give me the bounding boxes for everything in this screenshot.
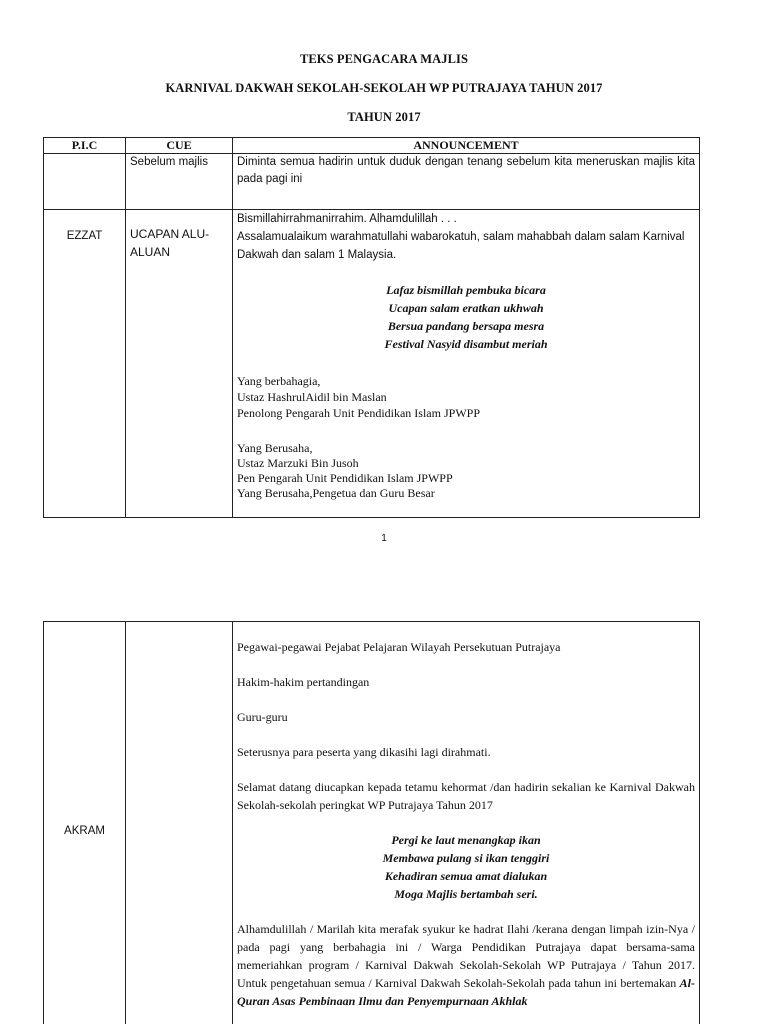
table-header-row <box>44 138 700 154</box>
table-row <box>44 622 700 1024</box>
dignitary-line: Pen Pengarah Unit Pendidikan Islam JPWPP <box>237 471 453 485</box>
year-title: TAHUN 2017 <box>347 110 421 124</box>
verse-line: Bersua pandang bersapa mesra <box>387 319 545 333</box>
event-title: KARNIVAL DAKWAH SEKOLAH-SEKOLAH WP PUTRAJAYA TAHUN 2017 <box>165 81 603 95</box>
column-header-pic: P.I.C <box>44 138 126 154</box>
paragraph: Guru-guru <box>237 710 288 724</box>
dignitary-block <box>237 373 695 421</box>
dignitary-line: Yang berbahagia, <box>237 374 321 388</box>
column-header-cue: CUE <box>126 138 233 154</box>
pic-cell <box>44 154 126 210</box>
table-row <box>44 210 700 518</box>
dignitary-line: Yang Berusaha, <box>237 441 313 455</box>
verse-line: Kehadiran semua amat dialukan <box>384 869 548 883</box>
announcement-cell <box>233 210 700 518</box>
announcement-cell <box>233 622 700 1024</box>
pic-name: EZZAT <box>66 230 103 242</box>
verse-line: Pergi ke laut menangkap ikan <box>391 833 541 847</box>
opening-line: Bismillahirrahmanirrahim. Alhamdulillah . . . <box>237 213 457 225</box>
dignitary-block <box>237 441 695 501</box>
pantun-verse <box>237 281 695 353</box>
cue-cell: UCAPAN ALU-ALUAN <box>126 210 233 518</box>
column-header-announcement: ANNOUNCEMENT <box>233 138 700 154</box>
verse-line: Moga Majlis bertambah seri. <box>394 887 538 901</box>
greeting-paragraph: Assalamualaikum warahmatullahi wabarokatuh, salam mahabbah dalam salam Karnival Dakwah dan salam 1 Malaysia. <box>237 231 685 261</box>
paragraph: Hakim-hakim pertandingan <box>237 675 370 689</box>
paragraph: Seterusnya para peserta yang dikasihi lagi dirahmati. <box>237 745 491 759</box>
pantun-verse <box>237 831 695 903</box>
announcement-cell: Diminta semua hadirin untuk duduk dengan tenang sebelum kita meneruskan majlis kita pada pagi ini <box>233 154 700 210</box>
pic-cell: AKRAM <box>44 622 126 1024</box>
dignitary-line: Ustaz HashrulAidil bin Maslan <box>237 390 387 404</box>
dignitary-line: Penolong Pengarah Unit Pendidikan Islam JPWPP <box>237 406 480 420</box>
emcee-script-table-continued <box>43 621 700 1024</box>
paragraph-text: Alhamdulillah / Marilah kita merafak syukur ke hadrat Ilahi /kerana dengan limpah izin-Nya / pada pagi yang berbahagia ini / Warga Pendidikan Putrajaya dapat bersama-sama memeriahkan program / Karnival Dakwah Sekolah-Sekolah WP Putrajaya / Tahun 2017. Untuk pengetahuan semua / Karnival Dakwah Sekolah-Sekolah pada tahun ini bertemakan <box>237 922 695 990</box>
cue-cell: Sebelum majlis <box>126 154 233 210</box>
verse-line: Lafaz bismillah pembuka bicara <box>386 283 546 297</box>
table-row <box>44 154 700 210</box>
verse-line: Festival Nasyid disambut meriah <box>384 337 548 351</box>
verse-line: Ucapan salam eratkan ukhwah <box>388 301 544 315</box>
theme-text: Al-Quran Asas Pembinaan Ilmu dan Penyempurnaan Akhlak <box>237 976 695 1008</box>
paragraph: Pegawai-pegawai Pejabat Pelajaran Wilayah Persekutuan Putrajaya <box>237 640 561 654</box>
page-number: 1 <box>381 533 387 544</box>
dignitary-line: Ustaz Marzuki Bin Jusoh <box>237 456 359 470</box>
paragraph <box>237 920 695 1010</box>
verse-line: Membawa pulang si ikan tenggiri <box>382 851 550 865</box>
dignitary-line: Yang Berusaha,Pengetua dan Guru Besar <box>237 486 435 500</box>
paragraph: Selamat datang diucapkan kepada tetamu kehormat /dan hadirin sekalian ke Karnival Dakwah Sekolah-sekolah peringkat WP Putrajaya Tahun 2017 <box>237 780 695 812</box>
cue-cell <box>126 622 233 1024</box>
document-title: TEKS PENGACARA MAJLIS <box>299 52 469 66</box>
emcee-script-table <box>43 137 700 518</box>
pic-cell <box>44 210 126 518</box>
